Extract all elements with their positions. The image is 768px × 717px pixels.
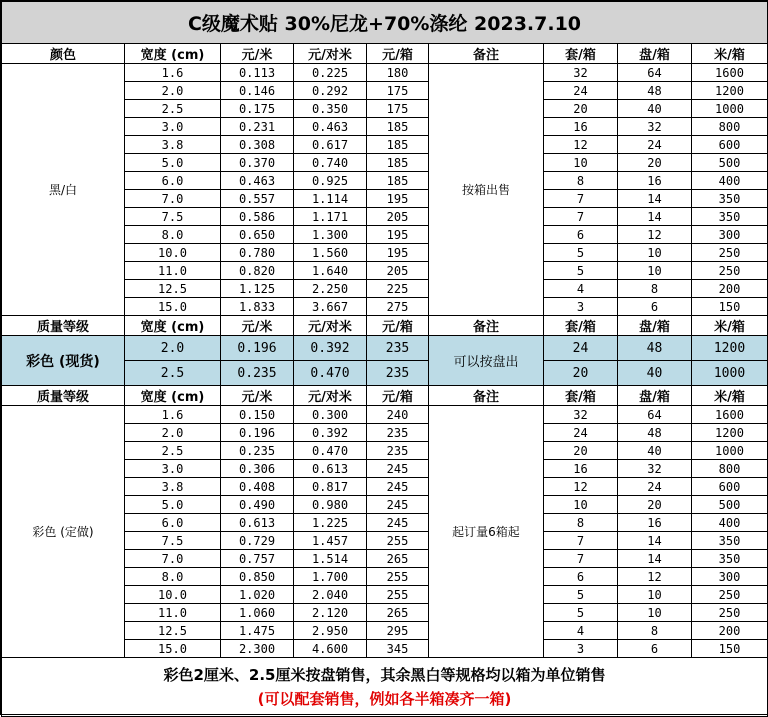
value-cell: 5 xyxy=(544,262,618,280)
value-cell: 245 xyxy=(367,478,429,496)
category-label: 黑/白 xyxy=(2,64,125,316)
value-cell: 0.235 xyxy=(221,442,294,460)
value-cell: 12 xyxy=(544,478,618,496)
value-cell: 2.950 xyxy=(294,622,367,640)
value-cell: 2.5 xyxy=(125,361,221,386)
value-cell: 200 xyxy=(692,280,768,298)
value-cell: 8 xyxy=(544,514,618,532)
value-cell: 1.125 xyxy=(221,280,294,298)
value-cell: 1.114 xyxy=(294,190,367,208)
value-cell: 250 xyxy=(692,604,768,622)
column-header: 宽度 (cm) xyxy=(125,316,221,336)
value-cell: 195 xyxy=(367,226,429,244)
value-cell: 2.250 xyxy=(294,280,367,298)
value-cell: 0.470 xyxy=(294,442,367,460)
value-cell: 185 xyxy=(367,136,429,154)
column-header: 盘/箱 xyxy=(618,44,692,64)
value-cell: 1.225 xyxy=(294,514,367,532)
column-header: 元/对米 xyxy=(294,44,367,64)
value-cell: 12.5 xyxy=(125,280,221,298)
value-cell: 800 xyxy=(692,460,768,478)
value-cell: 6 xyxy=(618,298,692,316)
value-cell: 185 xyxy=(367,154,429,172)
column-header: 元/箱 xyxy=(367,44,429,64)
value-cell: 3 xyxy=(544,640,618,658)
value-cell: 10 xyxy=(618,244,692,262)
value-cell: 205 xyxy=(367,208,429,226)
value-cell: 0.729 xyxy=(221,532,294,550)
value-cell: 245 xyxy=(367,496,429,514)
value-cell: 235 xyxy=(367,442,429,460)
value-cell: 14 xyxy=(618,532,692,550)
value-cell: 7 xyxy=(544,532,618,550)
value-cell: 350 xyxy=(692,190,768,208)
column-header: 质量等级 xyxy=(2,316,125,336)
value-cell: 1000 xyxy=(692,361,768,386)
value-cell: 1.700 xyxy=(294,568,367,586)
value-cell: 20 xyxy=(544,442,618,460)
value-cell: 0.306 xyxy=(221,460,294,478)
value-cell: 0.292 xyxy=(294,82,367,100)
value-cell: 20 xyxy=(544,100,618,118)
value-cell: 1200 xyxy=(692,336,768,361)
value-cell: 0.463 xyxy=(221,172,294,190)
value-cell: 7 xyxy=(544,190,618,208)
value-cell: 1600 xyxy=(692,64,768,82)
value-cell: 0.196 xyxy=(221,336,294,361)
value-cell: 14 xyxy=(618,550,692,568)
sheet-title: C级魔术贴 30%尼龙+70%涤纶 2023.7.10 xyxy=(2,2,768,44)
value-cell: 20 xyxy=(618,496,692,514)
value-cell: 8 xyxy=(618,622,692,640)
value-cell: 1000 xyxy=(692,442,768,460)
value-cell: 250 xyxy=(692,586,768,604)
value-cell: 7.0 xyxy=(125,550,221,568)
value-cell: 185 xyxy=(367,172,429,190)
value-cell: 32 xyxy=(618,118,692,136)
column-header: 质量等级 xyxy=(2,386,125,406)
value-cell: 0.196 xyxy=(221,424,294,442)
value-cell: 48 xyxy=(618,82,692,100)
value-cell: 500 xyxy=(692,496,768,514)
value-cell: 265 xyxy=(367,604,429,622)
value-cell: 16 xyxy=(544,118,618,136)
value-cell: 1.640 xyxy=(294,262,367,280)
value-cell: 400 xyxy=(692,514,768,532)
value-cell: 0.470 xyxy=(294,361,367,386)
value-cell: 185 xyxy=(367,118,429,136)
value-cell: 0.392 xyxy=(294,424,367,442)
value-cell: 1.560 xyxy=(294,244,367,262)
value-cell: 14 xyxy=(618,208,692,226)
value-cell: 8 xyxy=(544,172,618,190)
value-cell: 0.370 xyxy=(221,154,294,172)
value-cell: 8.0 xyxy=(125,226,221,244)
value-cell: 3.667 xyxy=(294,298,367,316)
value-cell: 11.0 xyxy=(125,262,221,280)
value-cell: 7.5 xyxy=(125,532,221,550)
value-cell: 24 xyxy=(544,424,618,442)
value-cell: 40 xyxy=(618,442,692,460)
value-cell: 195 xyxy=(367,190,429,208)
value-cell: 0.113 xyxy=(221,64,294,82)
value-cell: 7 xyxy=(544,208,618,226)
column-header: 元/箱 xyxy=(367,386,429,406)
value-cell: 255 xyxy=(367,586,429,604)
value-cell: 0.817 xyxy=(294,478,367,496)
value-cell: 350 xyxy=(692,532,768,550)
header-row xyxy=(2,386,768,406)
value-cell: 40 xyxy=(618,361,692,386)
value-cell: 265 xyxy=(367,550,429,568)
value-cell: 0.820 xyxy=(221,262,294,280)
column-header: 米/箱 xyxy=(692,316,768,336)
value-cell: 235 xyxy=(367,361,429,386)
value-cell: 10 xyxy=(618,586,692,604)
value-cell: 235 xyxy=(367,424,429,442)
header-row xyxy=(2,44,768,64)
value-cell: 2.5 xyxy=(125,100,221,118)
column-header: 套/箱 xyxy=(544,386,618,406)
column-header: 套/箱 xyxy=(544,316,618,336)
value-cell: 175 xyxy=(367,100,429,118)
value-cell: 6 xyxy=(544,568,618,586)
value-cell: 2.300 xyxy=(221,640,294,658)
value-cell: 32 xyxy=(544,64,618,82)
value-cell: 0.490 xyxy=(221,496,294,514)
value-cell: 235 xyxy=(367,336,429,361)
value-cell: 7.5 xyxy=(125,208,221,226)
value-cell: 1.171 xyxy=(294,208,367,226)
value-cell: 245 xyxy=(367,460,429,478)
category-label: 彩色 (现货) xyxy=(2,336,125,386)
value-cell: 1.514 xyxy=(294,550,367,568)
value-cell: 0.757 xyxy=(221,550,294,568)
header-row xyxy=(2,316,768,336)
value-cell: 150 xyxy=(692,640,768,658)
value-cell: 1000 xyxy=(692,100,768,118)
value-cell: 3 xyxy=(544,298,618,316)
value-cell: 255 xyxy=(367,568,429,586)
value-cell: 6.0 xyxy=(125,514,221,532)
value-cell: 15.0 xyxy=(125,298,221,316)
value-cell: 3.0 xyxy=(125,460,221,478)
value-cell: 10 xyxy=(544,496,618,514)
column-header: 宽度 (cm) xyxy=(125,386,221,406)
table-row xyxy=(2,64,768,82)
column-header: 元/对米 xyxy=(294,316,367,336)
value-cell: 0.308 xyxy=(221,136,294,154)
value-cell: 10.0 xyxy=(125,586,221,604)
value-cell: 48 xyxy=(618,336,692,361)
value-cell: 5 xyxy=(544,586,618,604)
value-cell: 6 xyxy=(618,640,692,658)
value-cell: 24 xyxy=(544,336,618,361)
value-cell: 600 xyxy=(692,478,768,496)
value-cell: 245 xyxy=(367,514,429,532)
value-cell: 5 xyxy=(544,244,618,262)
value-cell: 150 xyxy=(692,298,768,316)
value-cell: 15.0 xyxy=(125,640,221,658)
value-cell: 600 xyxy=(692,136,768,154)
column-header: 元/米 xyxy=(221,386,294,406)
value-cell: 10.0 xyxy=(125,244,221,262)
value-cell: 20 xyxy=(618,154,692,172)
value-cell: 12.5 xyxy=(125,622,221,640)
value-cell: 0.463 xyxy=(294,118,367,136)
column-header: 备注 xyxy=(429,386,544,406)
value-cell: 0.235 xyxy=(221,361,294,386)
remark-cell: 起订量6箱起 xyxy=(429,406,544,658)
value-cell: 4 xyxy=(544,622,618,640)
column-header: 元/米 xyxy=(221,316,294,336)
value-cell: 24 xyxy=(544,82,618,100)
value-cell: 0.740 xyxy=(294,154,367,172)
value-cell: 1200 xyxy=(692,82,768,100)
value-cell: 0.146 xyxy=(221,82,294,100)
value-cell: 4.600 xyxy=(294,640,367,658)
value-cell: 500 xyxy=(692,154,768,172)
value-cell: 32 xyxy=(618,460,692,478)
value-cell: 300 xyxy=(692,226,768,244)
column-header: 元/米 xyxy=(221,44,294,64)
value-cell: 8 xyxy=(618,280,692,298)
value-cell: 0.300 xyxy=(294,406,367,424)
value-cell: 14 xyxy=(618,190,692,208)
value-cell: 0.925 xyxy=(294,172,367,190)
value-cell: 16 xyxy=(618,514,692,532)
value-cell: 0.617 xyxy=(294,136,367,154)
value-cell: 3.0 xyxy=(125,118,221,136)
value-cell: 48 xyxy=(618,424,692,442)
value-cell: 32 xyxy=(544,406,618,424)
value-cell: 3.8 xyxy=(125,478,221,496)
value-cell: 295 xyxy=(367,622,429,640)
value-cell: 11.0 xyxy=(125,604,221,622)
value-cell: 24 xyxy=(618,478,692,496)
value-cell: 400 xyxy=(692,172,768,190)
value-cell: 12 xyxy=(544,136,618,154)
column-header: 米/箱 xyxy=(692,44,768,64)
value-cell: 6.0 xyxy=(125,172,221,190)
value-cell: 8.0 xyxy=(125,568,221,586)
value-cell: 345 xyxy=(367,640,429,658)
value-cell: 16 xyxy=(618,172,692,190)
note-line-1: 彩色2厘米、2.5厘米按盘销售，其余黑白等规格均以箱为单位销售 xyxy=(163,666,606,684)
value-cell: 275 xyxy=(367,298,429,316)
value-cell: 12 xyxy=(618,226,692,244)
value-cell: 0.780 xyxy=(221,244,294,262)
value-cell: 1.833 xyxy=(221,298,294,316)
value-cell: 2.0 xyxy=(125,336,221,361)
value-cell: 0.613 xyxy=(221,514,294,532)
note-line-2: (可以配套销售，例如各半箱凑齐一箱) xyxy=(257,690,512,708)
value-cell: 10 xyxy=(544,154,618,172)
value-cell: 1.457 xyxy=(294,532,367,550)
price-table xyxy=(1,1,768,717)
value-cell: 20 xyxy=(544,361,618,386)
value-cell: 2.0 xyxy=(125,82,221,100)
value-cell: 7.0 xyxy=(125,190,221,208)
value-cell: 5.0 xyxy=(125,496,221,514)
value-cell: 250 xyxy=(692,262,768,280)
column-header: 盘/箱 xyxy=(618,386,692,406)
remark-cell: 按箱出售 xyxy=(429,64,544,316)
value-cell: 1200 xyxy=(692,424,768,442)
value-cell: 1.475 xyxy=(221,622,294,640)
value-cell: 2.0 xyxy=(125,424,221,442)
value-cell: 0.150 xyxy=(221,406,294,424)
value-cell: 0.408 xyxy=(221,478,294,496)
value-cell: 250 xyxy=(692,244,768,262)
value-cell: 0.231 xyxy=(221,118,294,136)
column-header: 米/箱 xyxy=(692,386,768,406)
column-header: 备注 xyxy=(429,44,544,64)
value-cell: 2.040 xyxy=(294,586,367,604)
value-cell: 0.557 xyxy=(221,190,294,208)
value-cell: 24 xyxy=(618,136,692,154)
value-cell: 800 xyxy=(692,118,768,136)
value-cell: 7 xyxy=(544,550,618,568)
footer-notes xyxy=(2,658,768,717)
value-cell: 1600 xyxy=(692,406,768,424)
column-header: 备注 xyxy=(429,316,544,336)
value-cell: 12 xyxy=(618,568,692,586)
value-cell: 350 xyxy=(692,550,768,568)
value-cell: 1.020 xyxy=(221,586,294,604)
value-cell: 2.120 xyxy=(294,604,367,622)
value-cell: 1.060 xyxy=(221,604,294,622)
remark-cell: 可以按盘出 xyxy=(429,336,544,386)
value-cell: 64 xyxy=(618,64,692,82)
value-cell: 0.350 xyxy=(294,100,367,118)
value-cell: 240 xyxy=(367,406,429,424)
value-cell: 195 xyxy=(367,244,429,262)
value-cell: 0.392 xyxy=(294,336,367,361)
value-cell: 0.650 xyxy=(221,226,294,244)
table-row xyxy=(2,406,768,424)
value-cell: 0.175 xyxy=(221,100,294,118)
category-label: 彩色 (定做) xyxy=(2,406,125,658)
column-header: 盘/箱 xyxy=(618,316,692,336)
column-header: 套/箱 xyxy=(544,44,618,64)
value-cell: 0.980 xyxy=(294,496,367,514)
column-header: 宽度 (cm) xyxy=(125,44,221,64)
value-cell: 64 xyxy=(618,406,692,424)
value-cell: 200 xyxy=(692,622,768,640)
value-cell: 6 xyxy=(544,226,618,244)
value-cell: 40 xyxy=(618,100,692,118)
value-cell: 175 xyxy=(367,82,429,100)
column-header: 元/箱 xyxy=(367,316,429,336)
value-cell: 2.5 xyxy=(125,442,221,460)
value-cell: 225 xyxy=(367,280,429,298)
value-cell: 1.6 xyxy=(125,64,221,82)
value-cell: 350 xyxy=(692,208,768,226)
column-header: 元/对米 xyxy=(294,386,367,406)
value-cell: 0.613 xyxy=(294,460,367,478)
value-cell: 3.8 xyxy=(125,136,221,154)
value-cell: 180 xyxy=(367,64,429,82)
value-cell: 300 xyxy=(692,568,768,586)
value-cell: 1.6 xyxy=(125,406,221,424)
value-cell: 0.850 xyxy=(221,568,294,586)
value-cell: 0.586 xyxy=(221,208,294,226)
value-cell: 10 xyxy=(618,604,692,622)
value-cell: 205 xyxy=(367,262,429,280)
value-cell: 1.300 xyxy=(294,226,367,244)
value-cell: 5.0 xyxy=(125,154,221,172)
table-row xyxy=(2,336,768,361)
value-cell: 10 xyxy=(618,262,692,280)
value-cell: 255 xyxy=(367,532,429,550)
value-cell: 5 xyxy=(544,604,618,622)
column-header: 颜色 xyxy=(2,44,125,64)
value-cell: 16 xyxy=(544,460,618,478)
value-cell: 4 xyxy=(544,280,618,298)
value-cell: 0.225 xyxy=(294,64,367,82)
